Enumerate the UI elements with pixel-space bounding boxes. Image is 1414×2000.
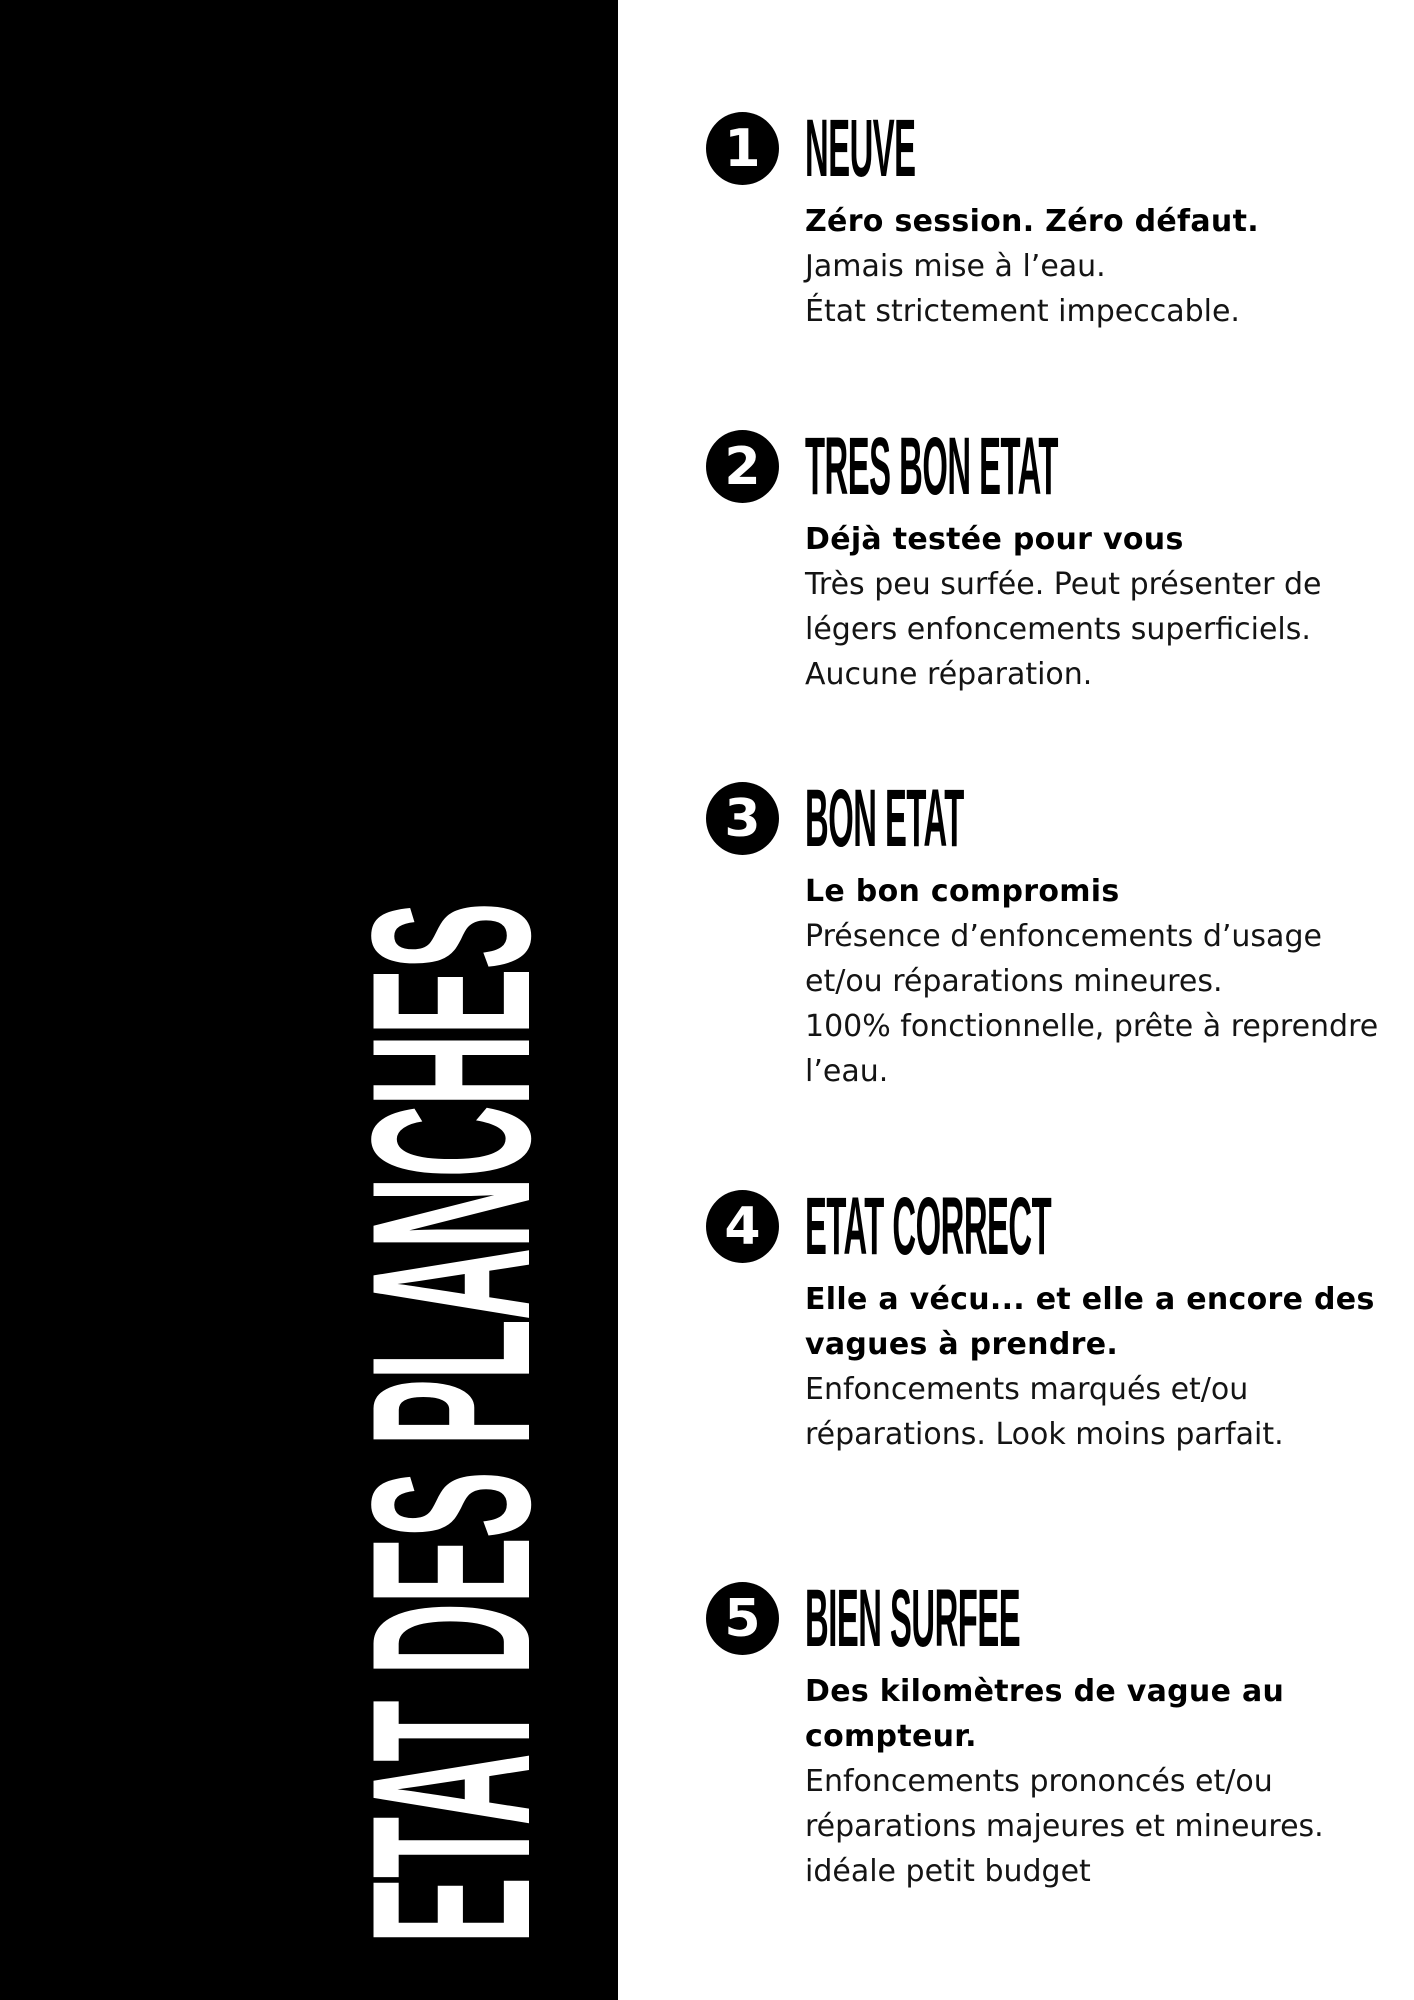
section-title: BON ETAT [805,773,964,864]
body-line: Enfoncements marqués et/ou [805,1372,1249,1407]
condition-section-bon-etat [706,773,1379,1094]
number-badge: 3 [706,782,779,855]
section-head [706,1181,1366,1272]
body-line: idéale petit budget [805,1854,1091,1889]
section-body [805,869,1379,1094]
subtitle-line: vagues à prendre. [805,1327,1119,1362]
body-line: 100% fonctionnelle, prête à reprendre [805,1009,1379,1044]
body-line: Présence d’enfoncements d’usage [805,919,1322,954]
section-title: ETAT CORRECT [805,1181,1052,1272]
section-title: NEUVE [805,103,916,194]
section-body [805,1277,1375,1457]
left-black-band [0,0,618,2000]
section-head [706,103,1366,194]
number-badge: 2 [706,430,779,503]
condition-section-neuve [706,103,1366,334]
body-line: et/ou réparations mineures. [805,964,1223,999]
number-badge: 1 [706,112,779,185]
body-line: réparations majeures et mineures. [805,1809,1324,1844]
subtitle-line: Zéro session. Zéro défaut. [805,204,1259,239]
section-title: TRES BON ETAT [805,421,1058,512]
body-line: Très peu surfée. Peut présenter de [805,567,1322,602]
number-badge: 5 [706,1582,779,1655]
body-line: Enfoncements prononcés et/ou [805,1764,1273,1799]
section-head [706,773,1366,864]
section-body [805,517,1366,697]
body-line: État strictement impeccable. [805,294,1240,329]
body-line: l’eau. [805,1054,889,1089]
section-head [706,1573,1366,1664]
section-head [706,421,1366,512]
vertical-title-wrap [324,864,577,1944]
condition-section-etat-correct [706,1181,1375,1457]
condition-section-bien-surfee [706,1573,1366,1894]
number-badge: 4 [706,1190,779,1263]
subtitle-line: Déjà testée pour vous [805,522,1184,557]
body-line: réparations. Look moins parfait. [805,1417,1284,1452]
section-body [805,1669,1366,1894]
body-line: Aucune réparation. [805,657,1093,692]
vertical-title: ETAT DES PLANCHES [324,903,577,1944]
subtitle-line: Elle a vécu... et elle a encore des [805,1282,1375,1317]
subtitle-line: Des kilomètres de vague au [805,1674,1285,1709]
body-line: légers enfoncements superficiels. [805,612,1311,647]
section-body [805,199,1366,334]
body-line: Jamais mise à l’eau. [805,249,1106,284]
condition-section-tres-bon-etat [706,421,1366,697]
subtitle-line: compteur. [805,1719,977,1754]
section-title: BIEN SURFEE [805,1573,1021,1664]
subtitle-line: Le bon compromis [805,874,1120,909]
